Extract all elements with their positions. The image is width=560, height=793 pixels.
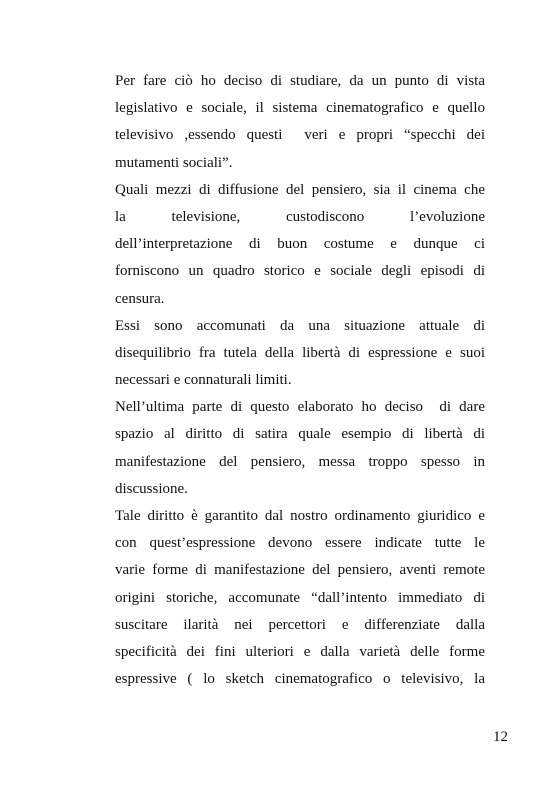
text-line: con quest’espressione devono essere indicate tutte le (115, 535, 485, 552)
text-line: mutamenti sociali”. (115, 154, 233, 171)
text-line: la televisione, custodiscono l’evoluzione (115, 208, 485, 225)
paragraph (115, 503, 485, 693)
page-number: 12 (493, 729, 508, 745)
paragraph (115, 177, 485, 313)
text-line: Nell’ultima parte di questo elaborato ho deciso di dare (115, 399, 485, 416)
text-line: specificità dei fini ulteriori e dalla varietà delle forme (115, 643, 485, 660)
text-line: televisivo ,essendo questi veri e propri “specchi dei (115, 127, 485, 144)
text-line: Essi sono accomunati da una situazione attuale di (115, 317, 485, 334)
text-line: disequilibrio fra tutela della libertà di espressione e suoi (115, 344, 485, 361)
text-line: origini storiche, accomunate “dall’intento immediato di (115, 589, 485, 606)
body-text (115, 68, 485, 693)
paragraph (115, 313, 485, 395)
text-line: Tale diritto è garantito dal nostro ordinamento giuridico e (115, 508, 485, 524)
text-line: suscitare ilarità nei percettori e differenziate dalla (115, 616, 485, 633)
text-line: espressive ( lo sketch cinematografico o televisivo, la (115, 671, 485, 688)
text-line: legislativo e sociale, il sistema cinematografico e quello (115, 100, 485, 117)
text-line: dell’interpretazione di buon costume e dunque ci (115, 236, 485, 253)
text-line: manifestazione del pensiero, messa troppo spesso in (115, 453, 485, 470)
text-line: forniscono un quadro storico e sociale degli episodi di (115, 263, 485, 280)
paragraph (115, 68, 485, 177)
paragraph (115, 394, 485, 503)
text-line: spazio al diritto di satira quale esempio di libertà di (115, 426, 485, 443)
text-line: Quali mezzi di diffusione del pensiero, sia il cinema che (115, 181, 485, 198)
text-line: varie forme di manifestazione del pensiero, aventi remote (115, 562, 485, 579)
text-line: censura. (115, 290, 165, 307)
text-line: Per fare ciò ho deciso di studiare, da un punto di vista (115, 73, 485, 89)
text-line: necessari e connaturali limiti. (115, 372, 292, 389)
text-line: discussione. (115, 480, 188, 497)
